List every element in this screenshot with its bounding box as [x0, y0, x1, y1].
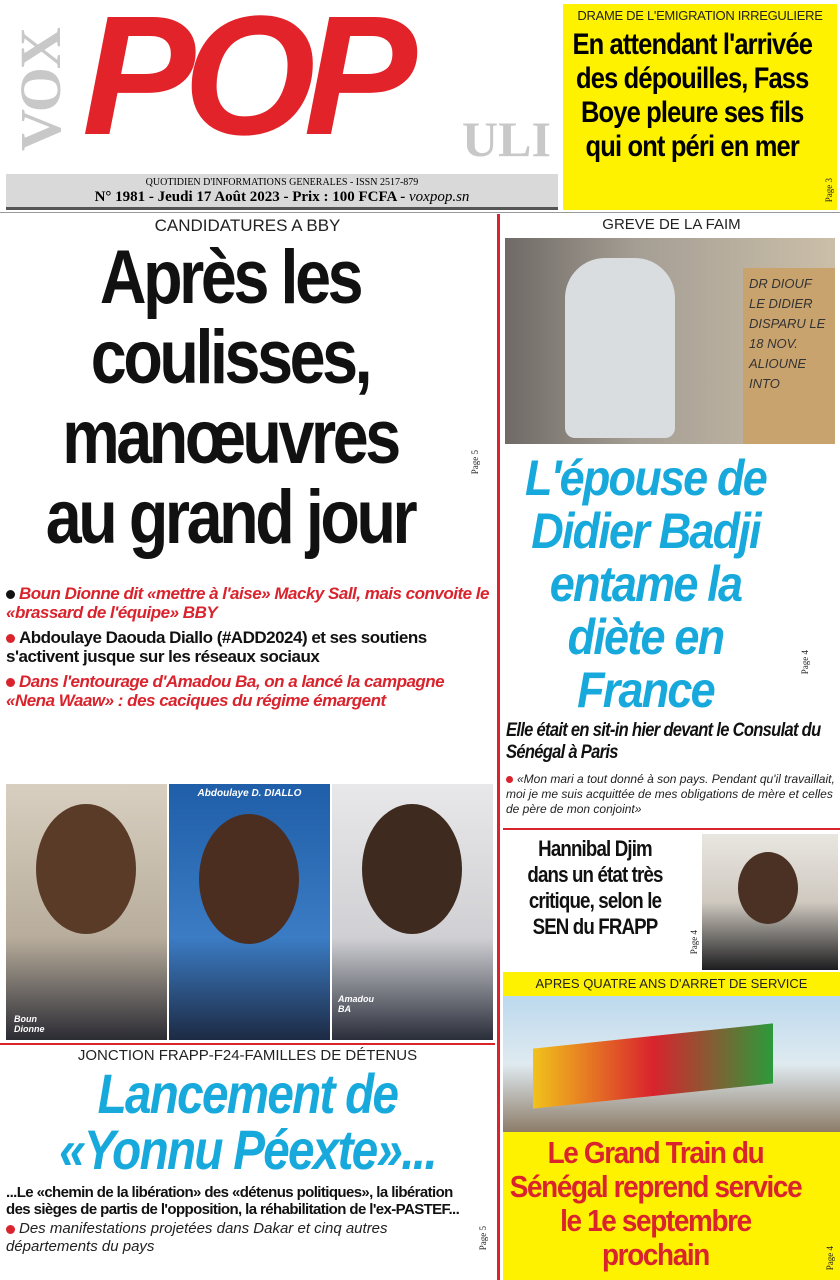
- headline-line: Après les: [99, 235, 361, 320]
- bullet-icon: [6, 1225, 15, 1234]
- masthead-bar: [6, 174, 558, 210]
- headline-line: coulisses,: [90, 315, 370, 400]
- page-ref: Page 4: [825, 1245, 835, 1270]
- page-ref: Page 5: [478, 1226, 488, 1251]
- bullet-item: Boun Dionne dit «mettre à l'aise» Macky Sall, mais convoite le «brassard de l'équipe» BBY: [6, 584, 489, 622]
- headline-line: entame la: [549, 556, 742, 612]
- headline-line: Hannibal Djim: [538, 836, 652, 861]
- logo-uli: ULI: [462, 111, 551, 167]
- train: [533, 1023, 773, 1108]
- top-story-headline: En attendant l'arrivée des dépouilles, Fass Boye pleure ses fils qui ont péri en mer: [572, 28, 813, 163]
- bullet-icon: [6, 590, 15, 599]
- photo-amadou-ba: [332, 784, 493, 1040]
- headline-line: L'épouse de: [525, 450, 766, 506]
- photo-caption: Abdoulaye D. DIALLO: [197, 788, 302, 799]
- headline-line: «Yonnu Péexte»...: [59, 1118, 436, 1181]
- headline-line: SEN du FRAPP: [532, 914, 658, 939]
- bullet-icon: [6, 678, 15, 687]
- tagline: QUOTIDIEN D'INFORMATIONS GENERALES - ISSN 2517-879: [145, 177, 419, 188]
- photo-boun-dionne: [6, 784, 167, 1040]
- hunger-photo: [505, 238, 835, 444]
- headline-line: manœuvres: [62, 395, 398, 480]
- hunger-kicker: GREVE DE LA FAIM: [602, 216, 741, 233]
- logo-pop: POP: [82, 0, 406, 171]
- protest-sign: DR DIOUF LE DIDIER DISPARU LE 18 NOV. ALIOUNE INTO: [743, 268, 835, 444]
- page-ref: Page 5: [470, 450, 480, 475]
- train-photo: [503, 996, 840, 1132]
- person: [565, 258, 675, 438]
- logo-vox: VOX: [8, 29, 73, 151]
- train-story[interactable]: [503, 972, 840, 1280]
- frapp-headline[interactable]: [37, 1062, 458, 1181]
- headline-line: France: [577, 662, 714, 718]
- photo-caption: Boun Dionne: [14, 1014, 45, 1034]
- face: [738, 852, 798, 924]
- headline-line: critique, selon le: [528, 888, 662, 913]
- photo-caption: Amadou BA: [338, 994, 374, 1014]
- face: [36, 804, 136, 934]
- hunger-subhead: Elle était en sit-in hier devant le Consulat du Sénégal à Paris: [506, 720, 821, 763]
- photo-abdoulaye-diallo: [169, 784, 330, 1040]
- page-ref: Page 4: [800, 650, 810, 675]
- divider: [503, 828, 840, 830]
- train-headline: Le Grand Train du Sénégal reprend service le 1e septembre prochain: [509, 1135, 802, 1272]
- frapp-body: [6, 1184, 468, 1256]
- headline-line: au grand jour: [45, 475, 415, 560]
- headline-line: diète en: [567, 609, 724, 665]
- frapp-deck: ...Le «chemin de la libération» des «détenus politiques», la libération des sièges de partis de l'opposition, la réhabilitation de l'ex-PASTEF...: [6, 1184, 460, 1218]
- frapp-kicker: JONCTION FRAPP-F24-FAMILLES DE DÉTENUS: [77, 1047, 418, 1064]
- page-ref: Page 3: [824, 177, 834, 202]
- headline-line: Lancement de: [97, 1062, 398, 1125]
- top-story[interactable]: [563, 4, 837, 210]
- bullet-icon: [506, 776, 513, 783]
- train-kicker: APRES QUATRE ANS D'ARRET DE SERVICE: [535, 976, 808, 991]
- lead-bullets: [6, 584, 494, 710]
- bullet-icon: [6, 634, 15, 643]
- issue-line: [6, 189, 558, 206]
- face: [362, 804, 462, 934]
- hunger-quote: «Mon mari a tout donné à son pays. Pendant qu'il travaillait, moi je me suis acquittée de mes obligations de mère et celles de père de mon conjoint»: [506, 772, 835, 816]
- face: [199, 814, 299, 944]
- hannibal-photo: [702, 834, 838, 970]
- headline-line: Didier Badji: [531, 503, 760, 559]
- top-story-kicker: DRAME DE L'EMIGRATION IRREGULIERE: [577, 8, 823, 23]
- lead-photos: [6, 784, 493, 1040]
- divider: [0, 1043, 495, 1045]
- hunger-headline[interactable]: [517, 452, 774, 717]
- lead-headline[interactable]: [35, 235, 426, 560]
- frapp-bullet: Des manifestations projetées dans Dakar et cinq autres départements du pays: [6, 1220, 388, 1255]
- bullet-item: Abdoulaye Daouda Diallo (#ADD2024) et ses soutiens s'activent jusque sur les réseaux sociaux: [6, 628, 427, 666]
- website-link[interactable]: voxpop.sn: [409, 189, 470, 205]
- divider: [0, 212, 840, 213]
- hannibal-headline[interactable]: [519, 836, 672, 940]
- lead-kicker: CANDIDATURES A BBY: [154, 216, 341, 235]
- bullet-item: Dans l'entourage d'Amadou Ba, on a lancé la campagne «Nena Waaw» : des caciques du régime émargent: [6, 672, 445, 710]
- column-divider: [497, 214, 500, 1280]
- headline-line: dans un état très: [527, 862, 663, 887]
- issue-info: N° 1981 - Jeudi 17 Août 2023 - Prix : 100 FCFA -: [94, 189, 406, 205]
- page-ref: Page 4: [689, 930, 699, 955]
